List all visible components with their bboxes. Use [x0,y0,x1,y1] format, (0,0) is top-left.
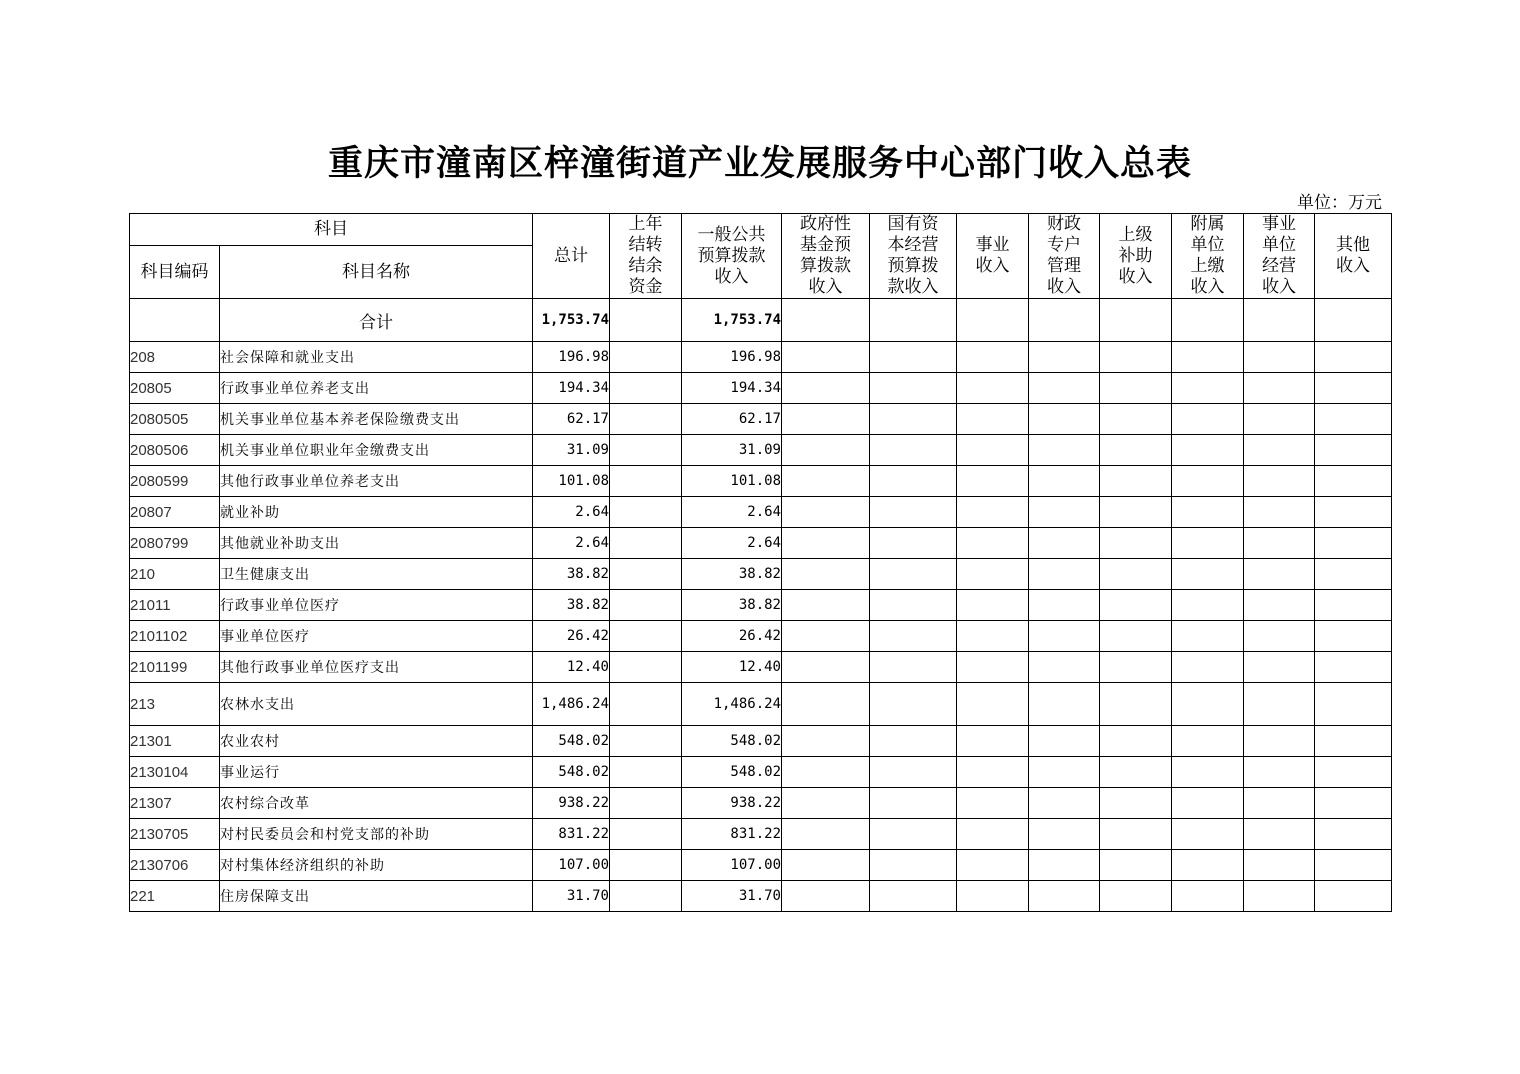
table-row [130,590,1392,621]
row-code: 208 [130,342,220,373]
row-general-budget: 31.70 [682,881,782,912]
row-code: 2130104 [130,757,220,788]
header-code: 科目编码 [130,246,220,299]
row-empty-cell [870,559,957,590]
page-title: 重庆市潼南区梓潼街道产业发展服务中心部门收入总表 [327,143,1192,184]
table-row [130,404,1392,435]
row-empty-cell [1100,528,1172,559]
row-empty-cell [957,819,1029,850]
row-code: 2080799 [130,528,220,559]
row-empty-cell [1172,757,1244,788]
header-business: 事业收入 [957,214,1029,299]
row-empty-cell [870,404,957,435]
row-total: 1,486.24 [533,683,610,726]
row-name: 行政事业单位养老支出 [220,373,533,404]
row-name: 就业补助 [220,497,533,528]
row-empty-cell [1029,466,1100,497]
row-code: 20805 [130,373,220,404]
row-general-budget: 2.64 [682,497,782,528]
row-empty-cell [1100,757,1172,788]
header-general-budget: 一般公共预算拨款收入 [682,214,782,299]
row-empty-cell [782,819,870,850]
table-row [130,621,1392,652]
table-row [130,528,1392,559]
row-general-budget: 548.02 [682,757,782,788]
row-empty-cell [1244,559,1315,590]
row-empty-cell [782,683,870,726]
row-general-budget: 107.00 [682,850,782,881]
row-empty-cell [1315,683,1392,726]
row-carryover [610,466,682,497]
row-total: 31.70 [533,881,610,912]
row-total: 38.82 [533,590,610,621]
row-empty-cell [1244,621,1315,652]
table-row [130,497,1392,528]
row-carryover [610,757,682,788]
row-empty-cell [1244,435,1315,466]
row-empty-cell [1315,850,1392,881]
row-carryover [610,404,682,435]
row-empty-cell [1029,435,1100,466]
row-empty-cell [782,342,870,373]
row-carryover [610,528,682,559]
row-carryover [610,850,682,881]
row-general-budget: 938.22 [682,788,782,819]
row-empty-cell [1172,559,1244,590]
row-empty-cell [957,850,1029,881]
row-carryover [610,683,682,726]
row-empty-cell [870,466,957,497]
row-empty-cell [1172,466,1244,497]
row-empty-cell [870,850,957,881]
row-empty-cell [1244,373,1315,404]
row-empty-cell [1244,788,1315,819]
row-empty-cell [1315,404,1392,435]
header-other: 其他收入 [1315,214,1392,299]
total-row [130,299,1392,342]
row-empty-cell [1029,497,1100,528]
row-empty-cell [1315,590,1392,621]
row-general-budget: 12.40 [682,652,782,683]
row-carryover [610,726,682,757]
row-empty-cell [782,726,870,757]
row-general-budget: 196.98 [682,342,782,373]
row-empty-cell [782,881,870,912]
row-empty-cell [1244,726,1315,757]
row-empty-cell [870,652,957,683]
row-code: 2101102 [130,621,220,652]
row-name: 其他就业补助支出 [220,528,533,559]
row-name: 住房保障支出 [220,881,533,912]
header-state-capital: 国有资本经营预算拨款收入 [870,214,957,299]
row-empty-cell [1172,881,1244,912]
row-empty-cell [1315,757,1392,788]
row-empty-cell [1315,497,1392,528]
row-empty-cell [870,342,957,373]
row-empty-cell [1244,590,1315,621]
row-empty-cell [957,788,1029,819]
row-empty-cell [1100,652,1172,683]
row-empty-cell [1172,342,1244,373]
row-empty-cell [782,528,870,559]
row-empty-cell [1172,497,1244,528]
row-empty-cell [1315,819,1392,850]
row-code: 2130705 [130,819,220,850]
table-row [130,373,1392,404]
row-empty-cell [782,497,870,528]
row-empty-cell [957,652,1029,683]
row-total: 107.00 [533,850,610,881]
row-empty-cell [1100,559,1172,590]
row-empty-cell [957,466,1029,497]
row-empty-cell [1100,497,1172,528]
total-carryover [610,299,682,342]
row-empty-cell [1172,404,1244,435]
row-general-budget: 831.22 [682,819,782,850]
row-empty-cell [1029,726,1100,757]
row-code: 221 [130,881,220,912]
row-total: 26.42 [533,621,610,652]
table-row [130,788,1392,819]
total-total: 1,753.74 [533,299,610,342]
row-empty-cell [1100,342,1172,373]
row-empty-cell [782,435,870,466]
table-row [130,466,1392,497]
row-empty-cell [957,881,1029,912]
header-superior-subsidy: 上级补助收入 [1100,214,1172,299]
row-name: 社会保障和就业支出 [220,342,533,373]
row-empty-cell [870,497,957,528]
row-code: 2101199 [130,652,220,683]
row-empty-cell [1244,466,1315,497]
row-empty-cell [1172,590,1244,621]
row-empty-cell [1244,819,1315,850]
row-name: 其他行政事业单位养老支出 [220,466,533,497]
row-empty-cell [870,881,957,912]
table-row [130,850,1392,881]
row-empty-cell [870,757,957,788]
row-empty-cell [1315,528,1392,559]
row-code: 2080506 [130,435,220,466]
row-empty-cell [957,683,1029,726]
row-general-budget: 38.82 [682,559,782,590]
table-row [130,819,1392,850]
row-total: 196.98 [533,342,610,373]
header-gov-fund: 政府性基金预算拨款收入 [782,214,870,299]
total-label: 合计 [220,299,533,342]
row-empty-cell [782,621,870,652]
row-empty-cell [1244,757,1315,788]
row-empty-cell [1029,404,1100,435]
row-empty-cell [782,590,870,621]
row-name: 农村综合改革 [220,788,533,819]
header-special-account: 财政专户管理收入 [1029,214,1100,299]
row-empty-cell [782,373,870,404]
row-empty-cell [782,850,870,881]
row-name: 农林水支出 [220,683,533,726]
row-total: 12.40 [533,652,610,683]
row-empty-cell [1172,850,1244,881]
row-code: 210 [130,559,220,590]
row-empty-cell [1244,528,1315,559]
row-total: 101.08 [533,466,610,497]
row-empty-cell [1100,683,1172,726]
header-total: 总计 [533,214,610,299]
table-row [130,683,1392,726]
row-carryover [610,559,682,590]
row-total: 2.64 [533,528,610,559]
table-row [130,435,1392,466]
row-empty-cell [1172,373,1244,404]
row-empty-cell [1100,819,1172,850]
row-general-budget: 194.34 [682,373,782,404]
row-carryover [610,342,682,373]
row-empty-cell [1244,497,1315,528]
row-empty-cell [870,590,957,621]
row-name: 农业农村 [220,726,533,757]
row-empty-cell [1244,342,1315,373]
row-empty-cell [1029,373,1100,404]
row-empty-cell [782,788,870,819]
header-name: 科目名称 [220,246,533,299]
row-empty-cell [1172,528,1244,559]
row-empty-cell [870,726,957,757]
row-empty-cell [1029,590,1100,621]
income-table [129,213,1392,912]
row-empty-cell [782,757,870,788]
row-carryover [610,788,682,819]
row-empty-cell [1244,850,1315,881]
row-empty-cell [782,559,870,590]
row-name: 事业单位医疗 [220,621,533,652]
row-carryover [610,652,682,683]
row-empty-cell [957,342,1029,373]
row-empty-cell [1100,881,1172,912]
unit-label: 单位：万元 [1297,193,1382,213]
row-carryover [610,435,682,466]
table-row [130,726,1392,757]
header-operating: 事业单位经营收入 [1244,214,1315,299]
row-empty-cell [870,621,957,652]
row-code: 21307 [130,788,220,819]
row-name: 机关事业单位职业年金缴费支出 [220,435,533,466]
table-row [130,652,1392,683]
row-empty-cell [1029,757,1100,788]
row-empty-cell [1100,373,1172,404]
row-empty-cell [957,559,1029,590]
row-empty-cell [1315,881,1392,912]
row-general-budget: 548.02 [682,726,782,757]
row-empty-cell [1100,590,1172,621]
row-empty-cell [1315,435,1392,466]
table-row [130,757,1392,788]
row-empty-cell [1029,621,1100,652]
header-affiliated: 附属单位上缴收入 [1172,214,1244,299]
row-empty-cell [1315,342,1392,373]
row-empty-cell [1172,788,1244,819]
row-general-budget: 62.17 [682,404,782,435]
row-empty-cell [1100,466,1172,497]
row-empty-cell [1315,652,1392,683]
row-empty-cell [1029,528,1100,559]
total-code-cell [130,299,220,342]
table-row [130,342,1392,373]
row-empty-cell [1315,373,1392,404]
row-carryover [610,497,682,528]
row-name: 其他行政事业单位医疗支出 [220,652,533,683]
row-name: 对村集体经济组织的补助 [220,850,533,881]
row-general-budget: 1,486.24 [682,683,782,726]
row-general-budget: 38.82 [682,590,782,621]
row-total: 548.02 [533,757,610,788]
row-general-budget: 101.08 [682,466,782,497]
total-general-budget: 1,753.74 [682,299,782,342]
row-empty-cell [870,373,957,404]
row-empty-cell [1029,850,1100,881]
row-empty-cell [1029,683,1100,726]
row-empty-cell [782,404,870,435]
row-empty-cell [1029,819,1100,850]
row-empty-cell [1315,559,1392,590]
row-empty-cell [1029,788,1100,819]
row-code: 21011 [130,590,220,621]
header-carryover: 上年结转结余资金 [610,214,682,299]
row-total: 548.02 [533,726,610,757]
row-code: 20807 [130,497,220,528]
row-total: 62.17 [533,404,610,435]
header-subject: 科目 [130,214,533,246]
row-empty-cell [1315,466,1392,497]
row-total: 38.82 [533,559,610,590]
row-empty-cell [957,435,1029,466]
row-empty-cell [1244,652,1315,683]
row-empty-cell [1172,621,1244,652]
row-empty-cell [1029,881,1100,912]
row-code: 213 [130,683,220,726]
row-carryover [610,819,682,850]
row-empty-cell [957,528,1029,559]
row-empty-cell [957,590,1029,621]
table-row [130,559,1392,590]
row-empty-cell [1244,683,1315,726]
row-carryover [610,373,682,404]
row-code: 2130706 [130,850,220,881]
row-empty-cell [1029,652,1100,683]
row-empty-cell [1172,652,1244,683]
row-total: 194.34 [533,373,610,404]
row-empty-cell [957,373,1029,404]
row-empty-cell [1100,435,1172,466]
row-total: 831.22 [533,819,610,850]
row-empty-cell [1100,850,1172,881]
row-empty-cell [870,819,957,850]
row-carryover [610,881,682,912]
row-empty-cell [870,435,957,466]
row-empty-cell [1100,404,1172,435]
row-empty-cell [1244,881,1315,912]
row-empty-cell [1029,559,1100,590]
row-empty-cell [1100,726,1172,757]
row-name: 对村民委员会和村党支部的补助 [220,819,533,850]
row-empty-cell [1315,621,1392,652]
row-empty-cell [957,621,1029,652]
row-empty-cell [1172,726,1244,757]
row-name: 事业运行 [220,757,533,788]
row-name: 机关事业单位基本养老保险缴费支出 [220,404,533,435]
table-row [130,881,1392,912]
row-empty-cell [870,788,957,819]
row-total: 31.09 [533,435,610,466]
row-general-budget: 31.09 [682,435,782,466]
row-empty-cell [1315,726,1392,757]
row-name: 行政事业单位医疗 [220,590,533,621]
row-total: 938.22 [533,788,610,819]
row-empty-cell [870,528,957,559]
row-empty-cell [1172,819,1244,850]
row-empty-cell [1172,435,1244,466]
row-code: 2080599 [130,466,220,497]
row-general-budget: 26.42 [682,621,782,652]
row-general-budget: 2.64 [682,528,782,559]
row-empty-cell [1244,404,1315,435]
row-empty-cell [782,466,870,497]
row-code: 2080505 [130,404,220,435]
row-carryover [610,590,682,621]
row-empty-cell [870,683,957,726]
row-empty-cell [1100,621,1172,652]
row-empty-cell [957,404,1029,435]
row-name: 卫生健康支出 [220,559,533,590]
row-total: 2.64 [533,497,610,528]
row-empty-cell [957,757,1029,788]
row-empty-cell [957,497,1029,528]
row-carryover [610,621,682,652]
row-code: 21301 [130,726,220,757]
row-empty-cell [782,652,870,683]
row-empty-cell [1172,683,1244,726]
row-empty-cell [1029,342,1100,373]
row-empty-cell [957,726,1029,757]
row-empty-cell [1315,788,1392,819]
row-empty-cell [1100,788,1172,819]
